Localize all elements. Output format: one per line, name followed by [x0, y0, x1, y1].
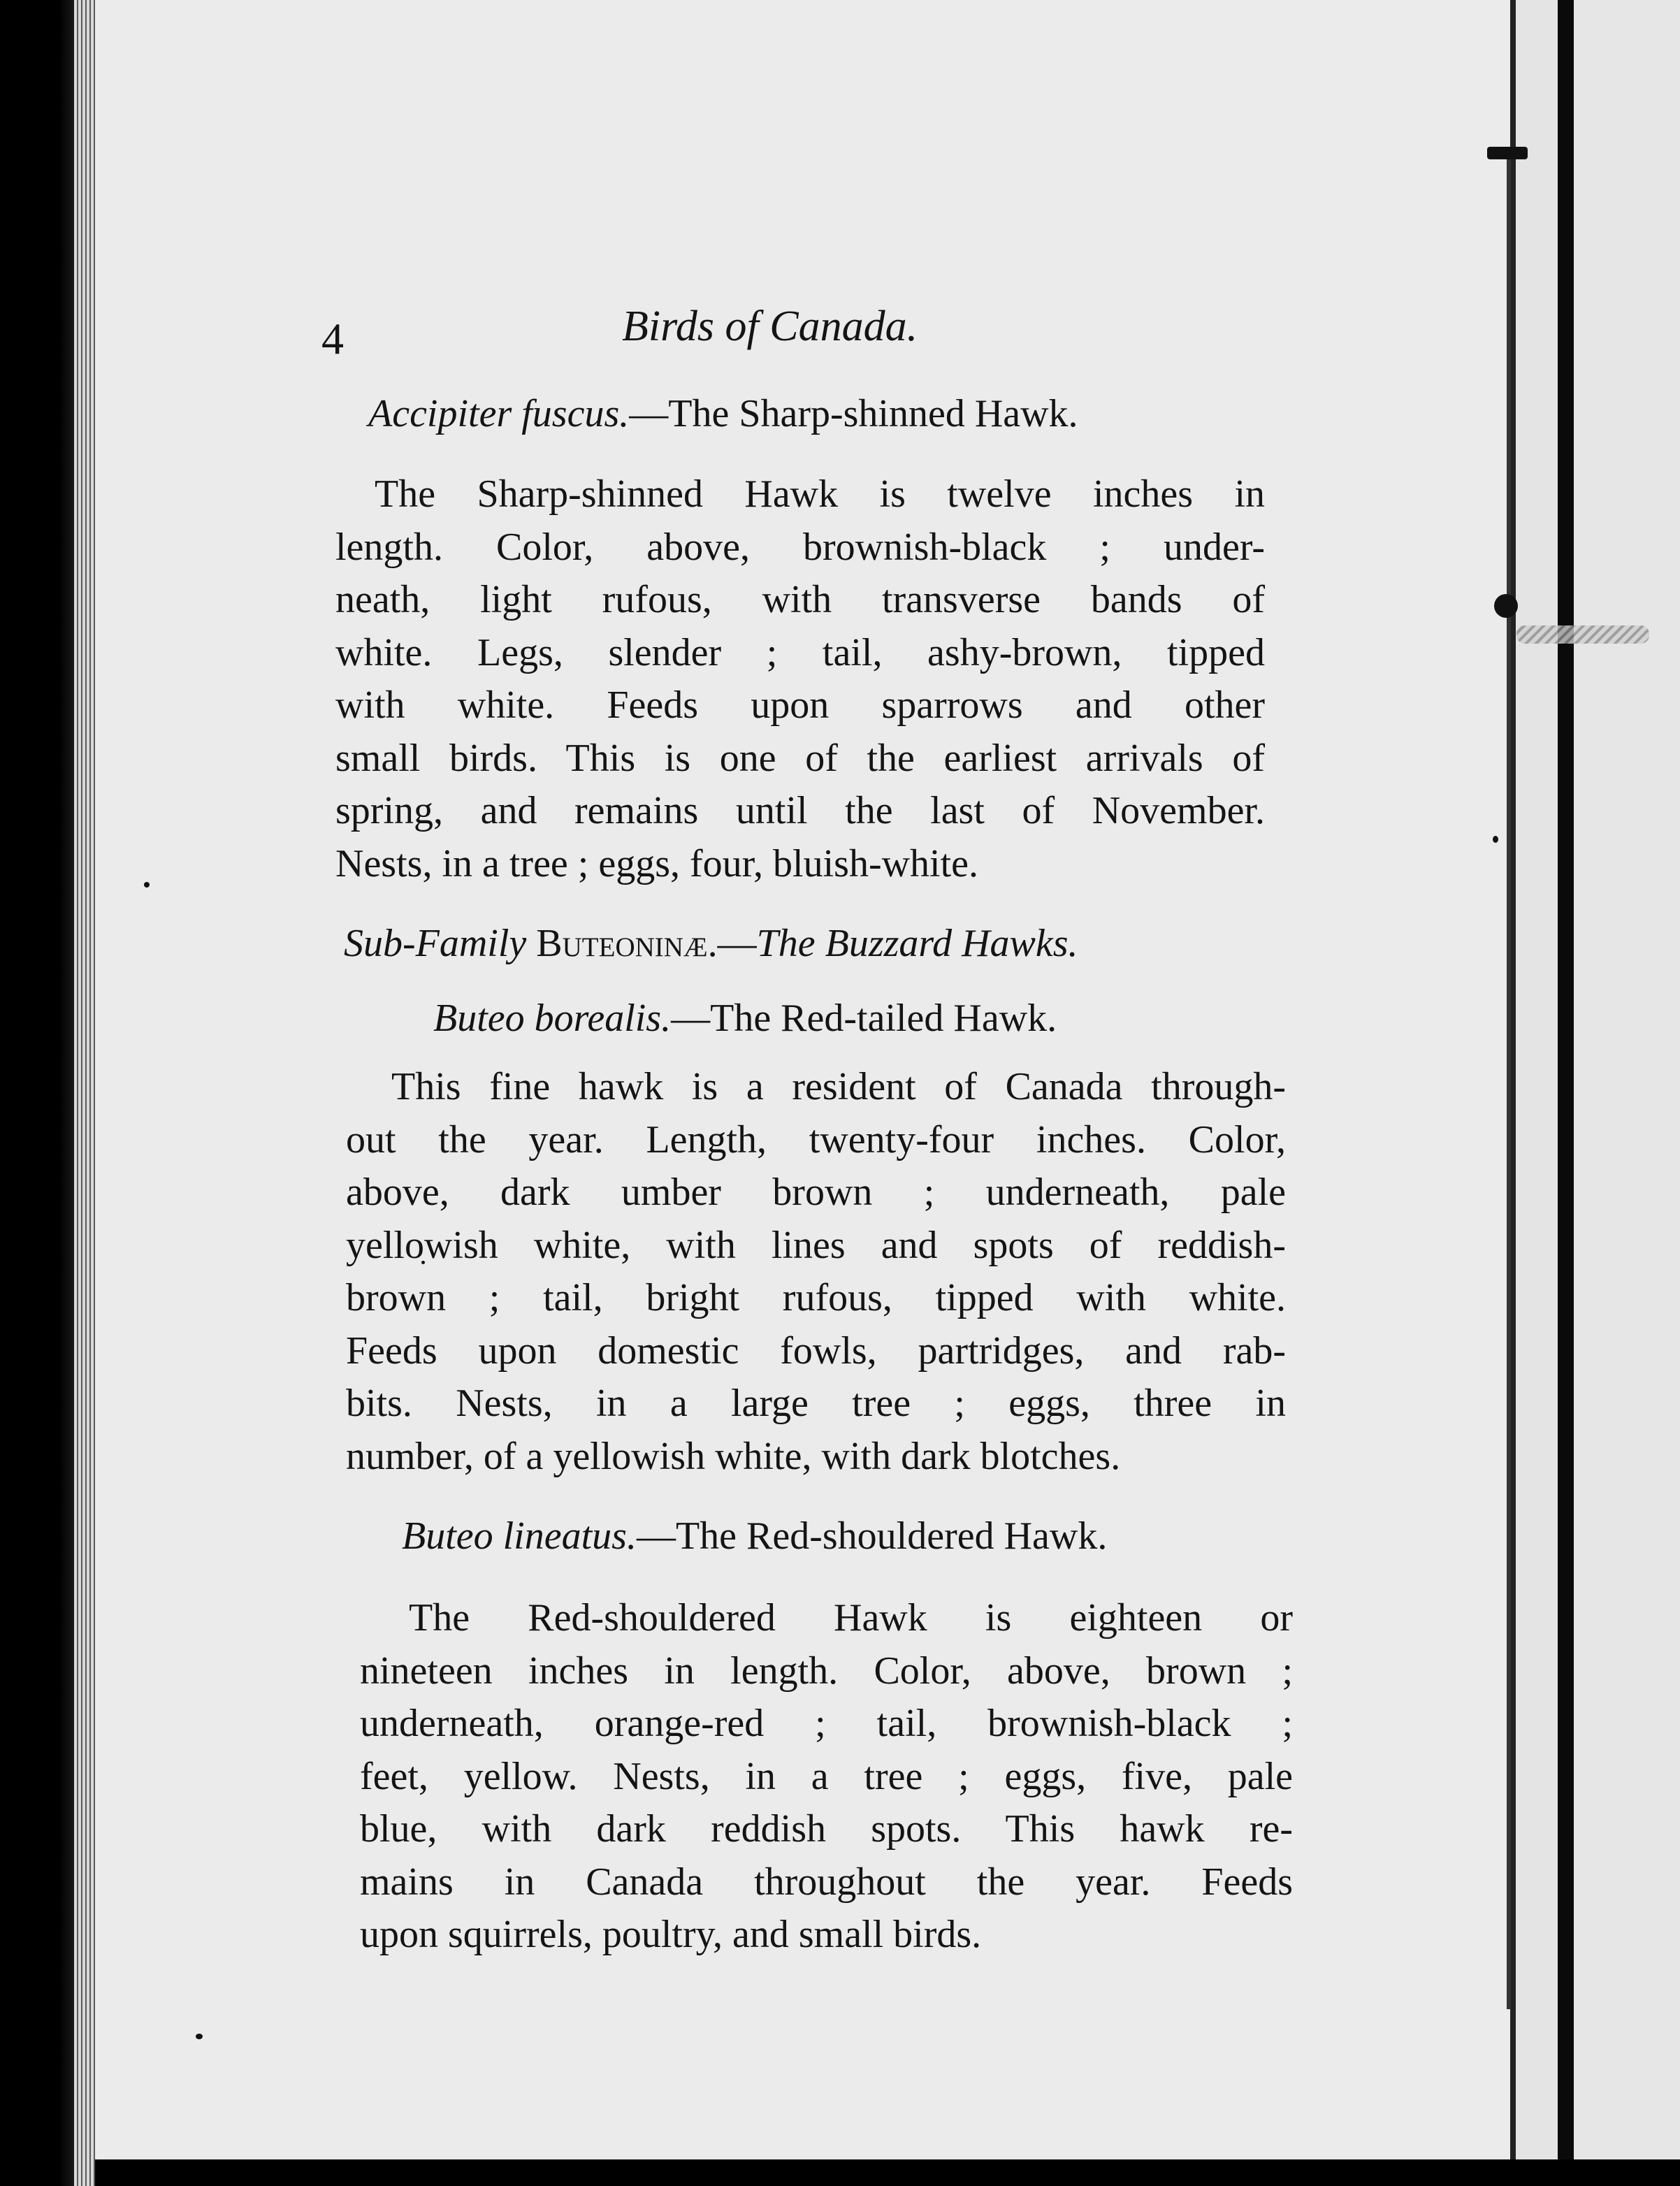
scan-speck — [1493, 836, 1498, 843]
entry-heading — [402, 1514, 1107, 1558]
binding-staple — [1487, 147, 1528, 159]
paragraph-line: underneath, orange-red ; tail, brownish-black ; — [360, 1702, 1293, 1745]
binding-thread-tail — [1516, 625, 1649, 644]
paragraph-line: upon squirrels, poultry, and small birds. — [360, 1913, 982, 1956]
paragraph-line: white. Legs, slender ; tail, ashy-brown, tipped — [335, 630, 1265, 674]
running-title: Birds of Canada. — [622, 303, 918, 350]
paragraph-line: This fine hawk is a resident of Canada through- — [391, 1065, 1286, 1108]
entry-heading — [433, 996, 1057, 1041]
paragraph-line: blue, with dark reddish spots. This hawk re- — [360, 1807, 1293, 1851]
paragraph-line: mains in Canada throughout the year. Feeds — [360, 1860, 1293, 1904]
paragraph-line: The Sharp-shinned Hawk is twelve inches in — [375, 472, 1265, 516]
paragraph-line: spring, and remains until the last of November. — [335, 789, 1265, 832]
entry-paragraph — [360, 1592, 1293, 1962]
common-name: The Red-shouldered Hawk. — [675, 1514, 1108, 1558]
paragraph-line: nineteen inches in length. Color, above, brown ; — [360, 1649, 1293, 1693]
paragraph-line: length. Color, above, brownish-black ; under- — [335, 525, 1265, 569]
paragraph-line: yellowish white, with lines and spots of reddish- — [346, 1223, 1286, 1267]
paragraph-line: feet, yellow. Nests, in a tree ; eggs, five, pale — [360, 1754, 1293, 1798]
subfamily-heading — [344, 921, 1078, 966]
subfamily-prefix: Sub-Family — [344, 922, 527, 965]
subfamily-name: Buteoninæ. — [536, 922, 718, 965]
paragraph-line: brown ; tail, bright rufous, tipped with white. — [346, 1276, 1286, 1319]
paragraph-line: bits. Nests, in a large tree ; eggs, three in — [346, 1382, 1286, 1425]
paragraph-line: number, of a yellowish white, with dark blotches. — [346, 1434, 1121, 1478]
common-name: The Sharp-shinned Hawk. — [668, 392, 1078, 435]
stacked-page-edges — [74, 0, 95, 2186]
paragraph-line: small birds. This is one of the earliest arrivals of — [335, 736, 1265, 780]
scan-speck — [196, 2034, 203, 2039]
scan-speck — [144, 882, 150, 888]
paragraph-line: Feeds upon domestic fowls, partridges, and rab- — [346, 1329, 1286, 1373]
binding-thread — [1507, 157, 1511, 2009]
paragraph-line: The Red-shouldered Hawk is eighteen or — [409, 1596, 1293, 1640]
common-name: The Red-tailed Hawk. — [710, 997, 1057, 1040]
heading-dash: — — [671, 997, 711, 1040]
binding-gutter — [1510, 0, 1516, 2186]
paragraph-line: neath, light rufous, with transverse bands of — [335, 578, 1265, 621]
scan-bottom-border — [95, 2159, 1680, 2186]
paragraph-line: Nests, in a tree ; eggs, four, bluish-white. — [335, 841, 979, 885]
heading-dash: — — [629, 392, 669, 435]
paragraph-line: with white. Feeds upon sparrows and other — [335, 683, 1265, 727]
scan-left-border — [0, 0, 74, 2186]
page-number: 4 — [321, 314, 344, 363]
facing-page-edge — [1574, 0, 1680, 2186]
latin-name: Accipiter fuscus. — [368, 392, 630, 435]
heading-dash: — — [636, 1514, 676, 1558]
binding-knot — [1494, 594, 1518, 618]
entry-paragraph — [346, 1061, 1286, 1483]
paragraph-line: out the year. Length, twenty-four inches. Color, — [346, 1117, 1286, 1161]
latin-name: Buteo borealis. — [433, 997, 672, 1040]
subfamily-common-name: The Buzzard Hawks. — [756, 922, 1078, 965]
paragraph-line: above, dark umber brown ; underneath, pale — [346, 1171, 1286, 1214]
subfamily-dash: — — [717, 922, 757, 965]
adjacent-page-strip — [1516, 0, 1558, 2186]
latin-name: Buteo lineatus. — [402, 1514, 637, 1558]
entry-heading — [368, 391, 1078, 436]
entry-paragraph — [335, 468, 1265, 890]
